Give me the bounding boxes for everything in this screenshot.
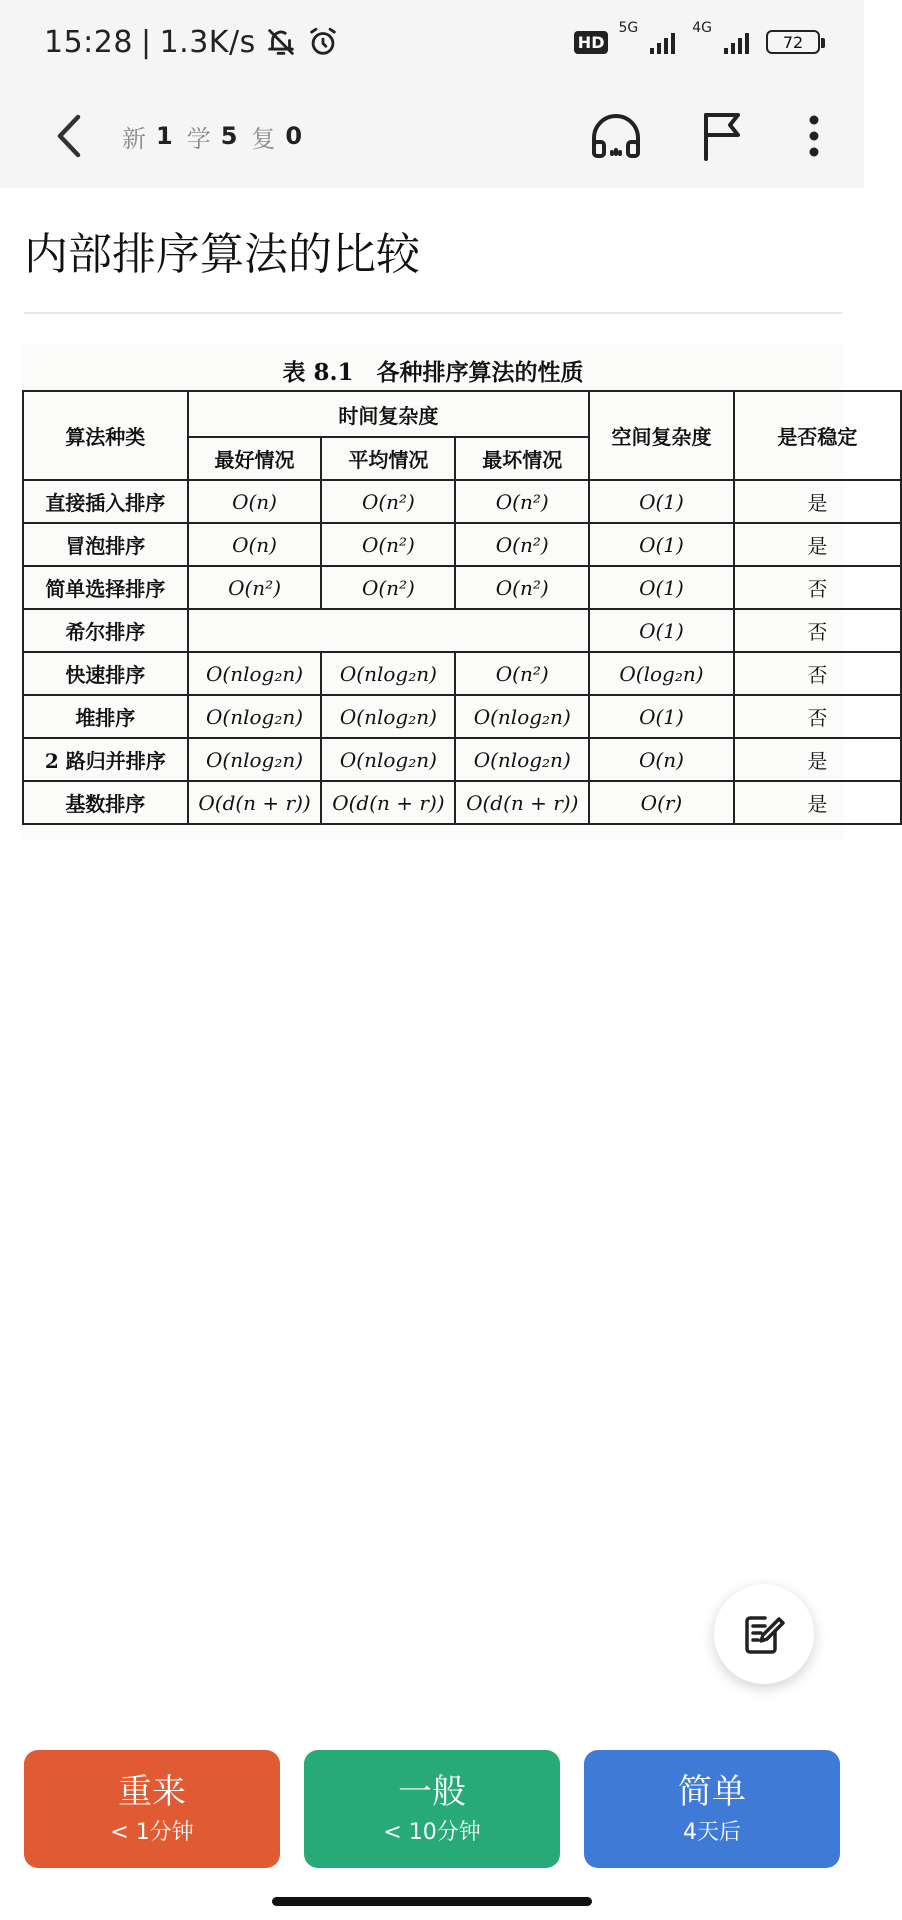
cell-worst: O(d(n + r))	[455, 781, 589, 824]
rate-again-label: 重来	[118, 1772, 186, 1812]
cell-best: O(nlog₂n)	[188, 652, 322, 695]
cell-average: O(nlog₂n)	[321, 738, 455, 781]
header-time: 时间复杂度	[188, 391, 590, 437]
home-indicator[interactable]	[272, 1897, 592, 1906]
cell-average: O(n²)	[321, 523, 455, 566]
edit-note-icon	[741, 1611, 787, 1657]
status-net-speed: 1.3K/s	[159, 24, 256, 60]
count-new-value: 1	[156, 122, 173, 150]
status-right	[574, 22, 820, 62]
chevron-left-icon	[50, 113, 90, 159]
cell-space: O(1)	[589, 695, 734, 738]
count-learn-label: 学	[186, 124, 211, 153]
row-name: 2 路归并排序	[23, 738, 188, 781]
sorting-table	[22, 390, 902, 825]
cell-best: O(nlog₂n)	[188, 738, 322, 781]
cell-stable: 否	[734, 652, 901, 695]
signal-5g-icon	[648, 28, 682, 56]
net-4g-label: 4G	[692, 20, 712, 36]
count-review-label: 复	[251, 124, 276, 153]
cell-space: O(1)	[589, 480, 734, 523]
cell-average: O(nlog₂n)	[321, 652, 455, 695]
table-row	[23, 609, 901, 652]
cell-best: O(nlog₂n)	[188, 695, 322, 738]
cell-time-merged	[188, 609, 590, 652]
edit-note-button[interactable]	[714, 1584, 814, 1684]
cell-stable: 是	[734, 523, 901, 566]
status-left	[44, 22, 340, 62]
rate-good-button[interactable]	[304, 1750, 560, 1868]
cell-worst: O(n²)	[455, 480, 589, 523]
flag-button[interactable]	[688, 102, 756, 170]
cell-stable: 是	[734, 738, 901, 781]
more-options-button[interactable]	[780, 102, 848, 170]
table-header-row	[23, 391, 901, 437]
header-best: 最好情况	[188, 437, 322, 480]
header-algorithm: 算法种类	[23, 391, 188, 480]
table-caption: 表 8.1 各种排序算法的性质	[282, 359, 584, 386]
study-counts	[122, 114, 316, 158]
cell-average: O(n²)	[321, 566, 455, 609]
row-name: 堆排序	[23, 695, 188, 738]
table-row	[23, 566, 901, 609]
more-vertical-icon	[808, 114, 820, 158]
cell-space: O(log₂n)	[589, 652, 734, 695]
rate-good-time: < 10分钟	[383, 1820, 481, 1845]
rate-good-label: 一般	[398, 1772, 466, 1812]
cell-space: O(r)	[589, 781, 734, 824]
headphones-icon	[590, 112, 642, 160]
cell-stable: 否	[734, 609, 901, 652]
battery-level: 72	[782, 32, 804, 52]
card-title: 内部排序算法的比较	[24, 229, 420, 280]
headphones-button[interactable]	[582, 102, 650, 170]
table-row	[23, 695, 901, 738]
header-stable: 是否稳定	[734, 391, 901, 480]
count-learn-value: 5	[220, 122, 238, 150]
cell-worst: O(nlog₂n)	[455, 695, 589, 738]
row-name: 简单选择排序	[23, 566, 188, 609]
count-review-value: 0	[285, 122, 303, 150]
alarm-icon	[306, 25, 340, 59]
app-bar	[0, 84, 864, 188]
cell-best: O(n)	[188, 523, 322, 566]
cell-stable: 否	[734, 566, 901, 609]
cell-average: O(nlog₂n)	[321, 695, 455, 738]
cell-space: O(n)	[589, 738, 734, 781]
status-bar	[0, 0, 864, 84]
header-average: 平均情况	[321, 437, 455, 480]
row-name: 希尔排序	[23, 609, 188, 652]
status-time: 15:28	[44, 24, 133, 60]
row-name: 冒泡排序	[23, 523, 188, 566]
count-new-label: 新	[122, 124, 146, 153]
title-divider	[24, 312, 842, 314]
signal-4g-icon	[722, 28, 756, 56]
header-worst: 最坏情况	[455, 437, 589, 480]
row-name: 基数排序	[23, 781, 188, 824]
cell-space: O(1)	[589, 609, 734, 652]
cell-average: O(n²)	[321, 480, 455, 523]
flag-icon	[700, 111, 744, 161]
bell-off-icon	[264, 25, 298, 59]
rate-easy-label: 简单	[678, 1772, 746, 1812]
cell-worst: O(n²)	[455, 652, 589, 695]
cell-stable: 否	[734, 695, 901, 738]
table-row	[23, 781, 901, 824]
cell-best: O(n²)	[188, 566, 322, 609]
cell-average: O(d(n + r))	[321, 781, 455, 824]
net-5g-label: 5G	[618, 20, 639, 36]
cell-best: O(d(n + r))	[188, 781, 322, 824]
cell-stable: 是	[734, 480, 901, 523]
row-name: 快速排序	[23, 652, 188, 695]
scanned-table-image	[22, 344, 858, 840]
status-separator: |	[140, 24, 152, 60]
rate-again-button[interactable]	[24, 1750, 280, 1868]
table-row	[23, 652, 901, 695]
cell-best: O(n)	[188, 480, 322, 523]
cell-space: O(1)	[589, 566, 734, 609]
cell-worst: O(nlog₂n)	[455, 738, 589, 781]
battery-icon	[766, 30, 820, 54]
rate-easy-button[interactable]	[584, 1750, 840, 1868]
rate-easy-time: 4天后	[683, 1820, 741, 1845]
cell-worst: O(n²)	[455, 566, 589, 609]
back-button[interactable]	[36, 102, 104, 170]
header-space: 空间复杂度	[589, 391, 734, 480]
cell-space: O(1)	[589, 523, 734, 566]
row-name: 直接插入排序	[23, 480, 188, 523]
table-row	[23, 738, 901, 781]
cell-stable: 是	[734, 781, 901, 824]
hd-badge: HD	[574, 31, 609, 54]
cell-worst: O(n²)	[455, 523, 589, 566]
table-row	[23, 523, 901, 566]
rate-again-time: < 1分钟	[110, 1820, 194, 1845]
table-row	[23, 480, 901, 523]
